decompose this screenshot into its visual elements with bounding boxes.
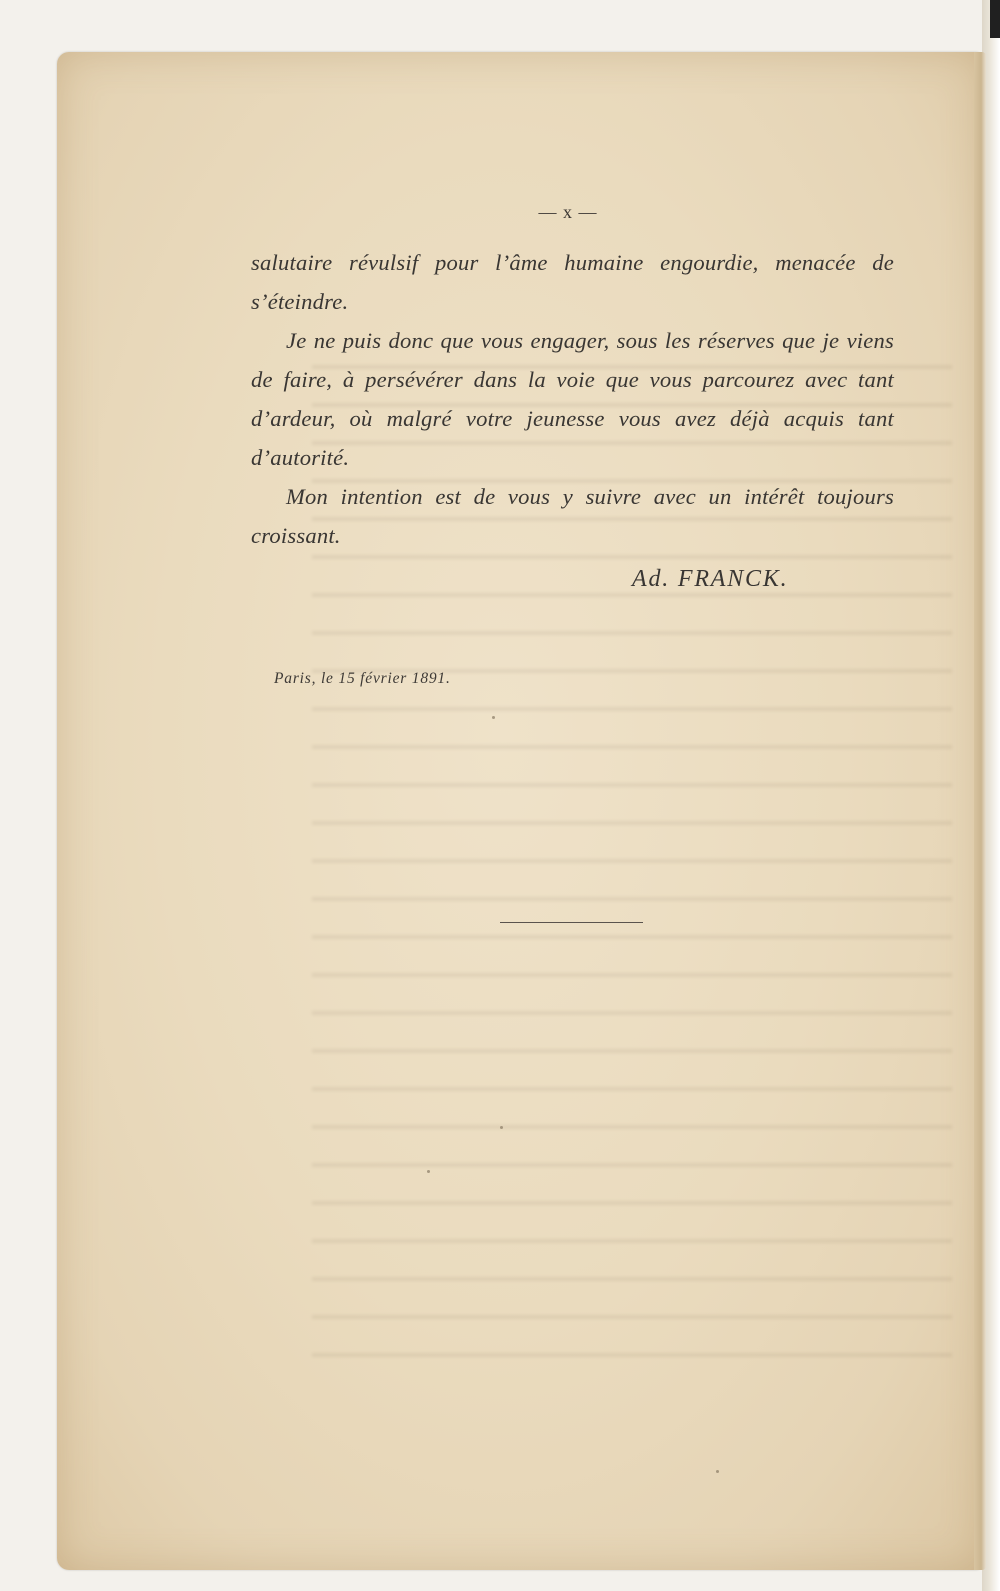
paragraph-1: salutaire révulsif pour l’âme humaine engourdie, menacée de s’éteindre. [251, 250, 894, 314]
scanner-edge-mark [990, 0, 1000, 38]
author-signature: Ad. FRANCK. [632, 566, 789, 592]
paper-speck [492, 716, 495, 719]
closing-rule [500, 922, 643, 923]
paragraph-2: Je ne puis donc que vous engager, sous les réserves que je viens de faire, à persévérer dans la voie que vous parcourez avec tant d’ardeur, où malgré votre jeunesse vous avez déjà acquis tant d’autorité. [251, 328, 894, 470]
page-edge [974, 52, 986, 1570]
paper-speck [716, 1470, 719, 1473]
paper-speck [500, 1126, 503, 1129]
letter-body [251, 243, 894, 555]
paper-speck [427, 1170, 430, 1173]
paragraph-3: Mon intention est de vous y suivre avec un intérêt toujours croissant. [251, 484, 894, 548]
place-date: Paris, le 15 février 1891. [274, 670, 451, 687]
page-number: — x — [538, 202, 598, 222]
